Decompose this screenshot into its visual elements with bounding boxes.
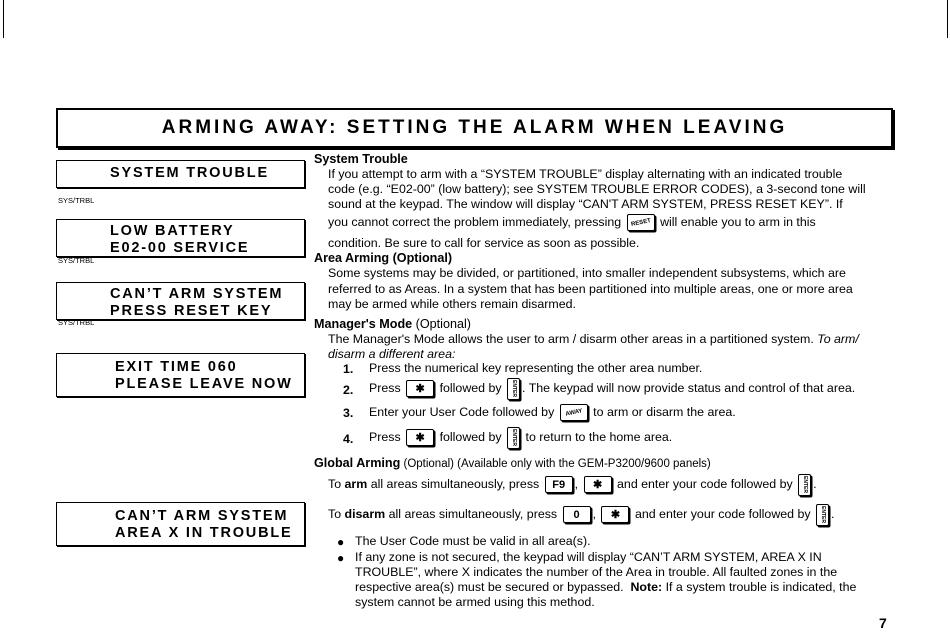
paragraph-line: code (e.g. “E02-00” (low battery); see SYSTEM TROUBLE ERROR CODES), a 3-second tone will — [328, 182, 866, 196]
paragraph-line: If you attempt to arm with a “SYSTEM TROUBLE” display alternating with an indicated trouble — [328, 167, 843, 181]
step-number: 3. — [343, 406, 354, 420]
paragraph-line: disarm a different area: — [328, 347, 456, 361]
lcd-line-1: CAN’T ARM SYSTEM — [115, 508, 289, 524]
bullet-text: system cannot be armed using this method. — [355, 595, 595, 609]
lcd-line-2: PRESS RESET KEY — [110, 303, 273, 319]
reset-key-icon: RESET — [627, 214, 655, 231]
sys-trbl-label: SYS/TRBL — [58, 196, 95, 205]
step-number: 4. — [343, 432, 354, 446]
paragraph-line — [328, 212, 816, 232]
lcd-display-system-trouble — [56, 160, 305, 188]
paragraph-line: Some systems may be divided, or partitioned, into smaller independent subsystems, which are — [328, 266, 846, 280]
star-key-icon: ✱ — [584, 476, 612, 493]
section-heading-system-trouble: System Trouble — [314, 152, 408, 166]
sys-trbl-label: SYS/TRBL — [58, 256, 95, 265]
paragraph-line: condition. Be sure to call for service as soon as possible. — [328, 236, 640, 250]
crop-mark-left — [3, 0, 4, 38]
star-key-icon: ✱ — [406, 380, 434, 397]
step-text: Press the numerical key representing the other area number. — [369, 361, 703, 375]
text-fragment-italic: To arm/ — [817, 332, 859, 346]
step-number: 1. — [343, 362, 354, 376]
page-title: ARMING AWAY: SETTING THE ALARM WHEN LEAVING — [56, 108, 893, 148]
lcd-display-reset-key — [56, 282, 305, 320]
lcd-display-low-battery — [56, 219, 305, 257]
f9-key-icon: F9 — [545, 476, 573, 493]
global-arm-line: To arm all areas simultaneously, press F9 , ✱ and enter your code followed by ENTER . — [328, 473, 817, 496]
away-key-icon: AWAY — [560, 404, 588, 421]
text-fragment: will enable you to arm in this — [660, 215, 816, 229]
bullet-text: If any zone is not secured, the keypad will display “CAN’T ARM SYSTEM, AREA X IN — [355, 550, 822, 564]
heading-rest: (Optional) — [412, 317, 471, 331]
lcd-line-2: AREA X IN TROUBLE — [115, 525, 293, 541]
paragraph-line: sound at the keypad. The window will display “CAN'T ARM SYSTEM, PRESS RESET KEY”. If — [328, 197, 843, 211]
lcd-display-area-trouble — [56, 502, 305, 546]
bullet-text: TROUBLE”, where X indicates the number of the Area in trouble. All faulted zones in the — [355, 565, 838, 579]
step-text: Press ✱ followed by ENTER . The keypad will now provide status and control of that area. — [369, 377, 855, 400]
paragraph-line: referred to as Areas. In a system that has been partitioned into multiple areas, one or more area — [328, 282, 853, 296]
text-fragment: you cannot correct the problem immediately, pressing — [328, 215, 622, 229]
crop-mark-right — [947, 0, 948, 38]
enter-key-icon: ENTER — [816, 504, 829, 526]
section-heading-global-arming: Global Arming (Optional) (Available only with the GEM-P3200/9600 panels) — [314, 456, 711, 470]
paragraph-line — [328, 332, 859, 348]
step-number: 2. — [343, 383, 354, 397]
bullet-icon: ● — [337, 535, 345, 549]
section-heading-managers-mode — [314, 317, 471, 333]
enter-key-icon: ENTER — [798, 474, 811, 496]
lcd-line-2: PLEASE LEAVE NOW — [115, 376, 293, 392]
text-fragment: The Manager's Mode allows the user to arm / disarm other areas in a partitioned system. — [328, 332, 818, 346]
step-text: Enter your User Code followed by AWAY to arm or disarm the area. — [369, 402, 736, 422]
sys-trbl-label: SYS/TRBL — [58, 318, 95, 327]
bullet-text: respective area(s) must be secured or bypassed. Note: If a system trouble is indicated, the — [355, 580, 857, 594]
bullet-icon: ● — [337, 551, 345, 565]
page-number: 7 — [879, 615, 887, 631]
heading-bold: Manager's Mode — [314, 317, 413, 331]
bullet-text: The User Code must be valid in all area(s). — [355, 534, 591, 548]
paragraph-line: may be armed while others remain disarmed. — [328, 297, 576, 311]
enter-key-icon: ENTER — [507, 378, 520, 400]
lcd-display-exit-time — [56, 353, 305, 397]
star-key-icon: ✱ — [406, 429, 434, 446]
global-disarm-line: To disarm all areas simultaneously, press 0 , ✱ and enter your code followed by ENTER . — [328, 503, 835, 526]
step-text: Press ✱ followed by ENTER to return to the home area. — [369, 426, 672, 449]
lcd-line-2: E02-00 SERVICE — [110, 240, 250, 256]
lcd-line-1: EXIT TIME 060 — [115, 359, 238, 375]
section-heading-area-arming: Area Arming (Optional) — [314, 251, 453, 265]
lcd-line-1: LOW BATTERY — [110, 223, 235, 239]
zero-key-icon: 0 — [563, 506, 591, 523]
lcd-line-1: SYSTEM TROUBLE — [110, 165, 269, 181]
lcd-line-1: CAN’T ARM SYSTEM — [110, 286, 284, 302]
star-key-icon: ✱ — [601, 506, 629, 523]
enter-key-icon: ENTER — [507, 427, 520, 449]
